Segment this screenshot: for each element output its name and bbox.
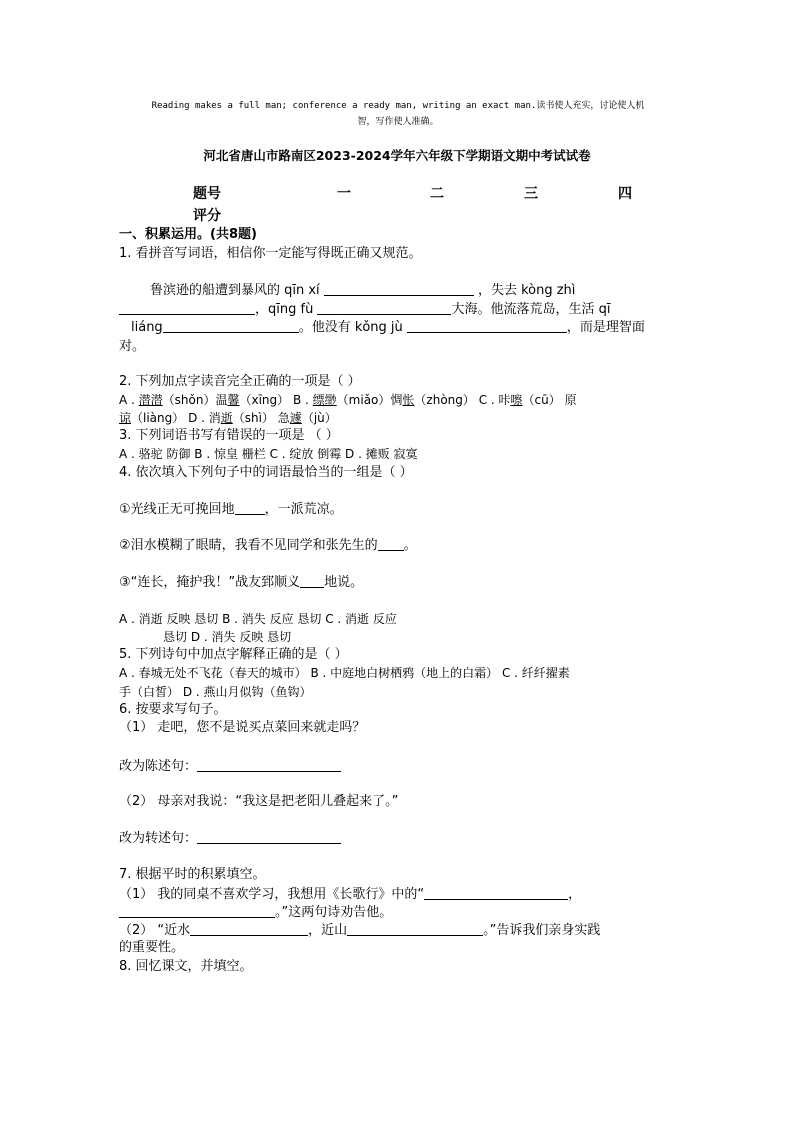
dotted-char: 潜潜 — [138, 393, 163, 407]
q1-text-7: ，而是理智面 — [566, 320, 645, 335]
q6-blank-2[interactable] — [197, 829, 341, 844]
q4-sentence-3: ③“连长，掩护我！”战友郅顺义 地说。 — [119, 575, 364, 590]
q1-stem: 1. 看拼音写词语，相信你一定能写得既正确又规范。 — [119, 246, 422, 261]
q8-stem: 8. 回忆课文，并填空。 — [119, 959, 253, 974]
q7-sub-1-cont: 。”这两句诗劝告他。 — [119, 903, 392, 922]
q2-options-line-1: A . 潜潜（shǒn）温馨（xīng） B . 缥缈（miǎo）惆怅（zhòng） C . 咔嚓（cū） 原 — [119, 393, 577, 407]
q1-line-3 — [131, 318, 645, 337]
dotted-char: 嚓 — [510, 393, 523, 407]
q5-stem: 5. 下列诗句中加点字解释正确的是（ ） — [119, 647, 348, 662]
score-col-4: 四 — [618, 186, 632, 202]
q7-stem: 7. 根据平时的积累填空。 — [119, 867, 266, 882]
q7-sub-2: （2） “近水 ，近山 。”告诉我们亲身实践 — [119, 923, 601, 938]
dotted-char: 遽 — [289, 411, 302, 425]
q7-blank-4[interactable] — [347, 921, 483, 936]
q7-blank-2[interactable] — [119, 903, 275, 918]
q3-stem: 3. 下列词语书写有错误的一项是 （ ） — [119, 428, 339, 443]
q6-stem: 6. 按要求写句子。 — [119, 702, 227, 717]
section-heading: 一、积累运用。(共8题) — [119, 227, 257, 242]
score-col-2: 二 — [430, 186, 444, 202]
q4-blank-2[interactable] — [378, 536, 404, 551]
q1-blank-5[interactable] — [407, 318, 567, 333]
q1-text-3: ，qīng fù — [255, 302, 314, 317]
q6-answer-1: 改为陈述句： — [119, 757, 341, 776]
motto — [118, 98, 678, 130]
score-col-3: 三 — [524, 186, 538, 202]
q4-options-line-2: 恳切 D . 消失 反映 恳切 — [163, 630, 292, 644]
q6-blank-1[interactable] — [197, 757, 341, 772]
q4-stem: 4. 依次填入下列句子中的词语最恰当的一组是（ ） — [119, 465, 413, 480]
q1-blank-3[interactable] — [317, 300, 451, 315]
dotted-char: 谅 — [119, 411, 132, 425]
q7-sub-2-tail: 的重要性。 — [119, 940, 185, 955]
q5-options-line-2: 手（白皙） D . 燕山月似钩（鱼钩） — [119, 685, 312, 699]
q1-text-8: 对。 — [119, 339, 146, 354]
dotted-char: 馨 — [227, 393, 240, 407]
motto-line-1: Reading makes a full man; conference a ready man, writing an exact man.读书使人充实，讨论使人机 — [151, 101, 645, 111]
q1-line-1 — [150, 281, 575, 300]
exam-title: 河北省唐山市路南区2023-2024学年六年级下学期语文期中考试试卷 — [203, 148, 591, 163]
q4-options-line-1: A . 消逝 反映 恳切 B . 消失 反应 恳切 C . 消逝 反应 — [119, 612, 397, 626]
score-col-1: 一 — [337, 186, 351, 202]
q1-text-6: 。他没有 kǒng jù — [298, 320, 403, 335]
q3-options: A . 骆驼 防御 B . 惊皇 栅栏 C . 绽放 倒霉 D . 摊贩 寂寞 — [119, 447, 418, 461]
q4-sentence-2: ②泪水模糊了眼睛，我看不见同学和张先生的 。 — [119, 538, 417, 553]
q6-sub-2: （2） 母亲对我说：“我这是把老阳儿叠起来了。” — [119, 794, 399, 809]
q1-blank-2[interactable] — [119, 300, 255, 315]
q2-stem: 2. 下列加点字读音完全正确的一项是（ ） — [119, 374, 361, 389]
q5-options-line-1: A . 春城无处不飞花（春天的城市） B . 中庭地白树栖鸦（地上的白霜） C . 纤纤擢素 — [119, 666, 570, 680]
q1-blank-1[interactable] — [324, 281, 474, 296]
q1-blank-4[interactable] — [163, 318, 299, 333]
q1-text-4: 大海。他流落荒岛，生活 qī — [451, 302, 611, 317]
q6-answer-2: 改为转述句： — [119, 829, 341, 848]
score-label-number: 题号 — [193, 186, 221, 202]
dotted-char: 缥缈 — [312, 393, 337, 407]
q1-text-2: ，失去 kòng zhì — [473, 283, 576, 298]
motto-line-2: 智，写作使人准确。 — [357, 117, 439, 127]
q4-blank-1[interactable] — [235, 500, 265, 515]
q6-sub-1: （1） 走吧，您不是说买点菜回来就走吗？ — [119, 720, 366, 735]
q1-line-2 — [119, 300, 610, 319]
q7-blank-3[interactable] — [190, 921, 308, 936]
q1-text-1: 鲁滨逊的船遭到暴风的 qīn xí — [150, 283, 320, 298]
q1-text-5: liáng — [131, 320, 163, 335]
q7-blank-1[interactable] — [424, 885, 568, 900]
q4-sentence-1: ①光线正无可挽回地 ，一派荒凉。 — [119, 502, 343, 517]
dotted-char: 怅 — [402, 393, 415, 407]
score-label-score: 评分 — [193, 208, 221, 224]
q2-options-line-2: 谅（liàng） D . 消逝（shì） 急遽（jù） — [119, 411, 337, 425]
dotted-char: 逝 — [220, 411, 233, 425]
q7-sub-1: （1） 我的同桌不喜欢学习，我想用《长歌行》中的“ ， — [119, 887, 582, 902]
q4-blank-3[interactable] — [300, 573, 324, 588]
